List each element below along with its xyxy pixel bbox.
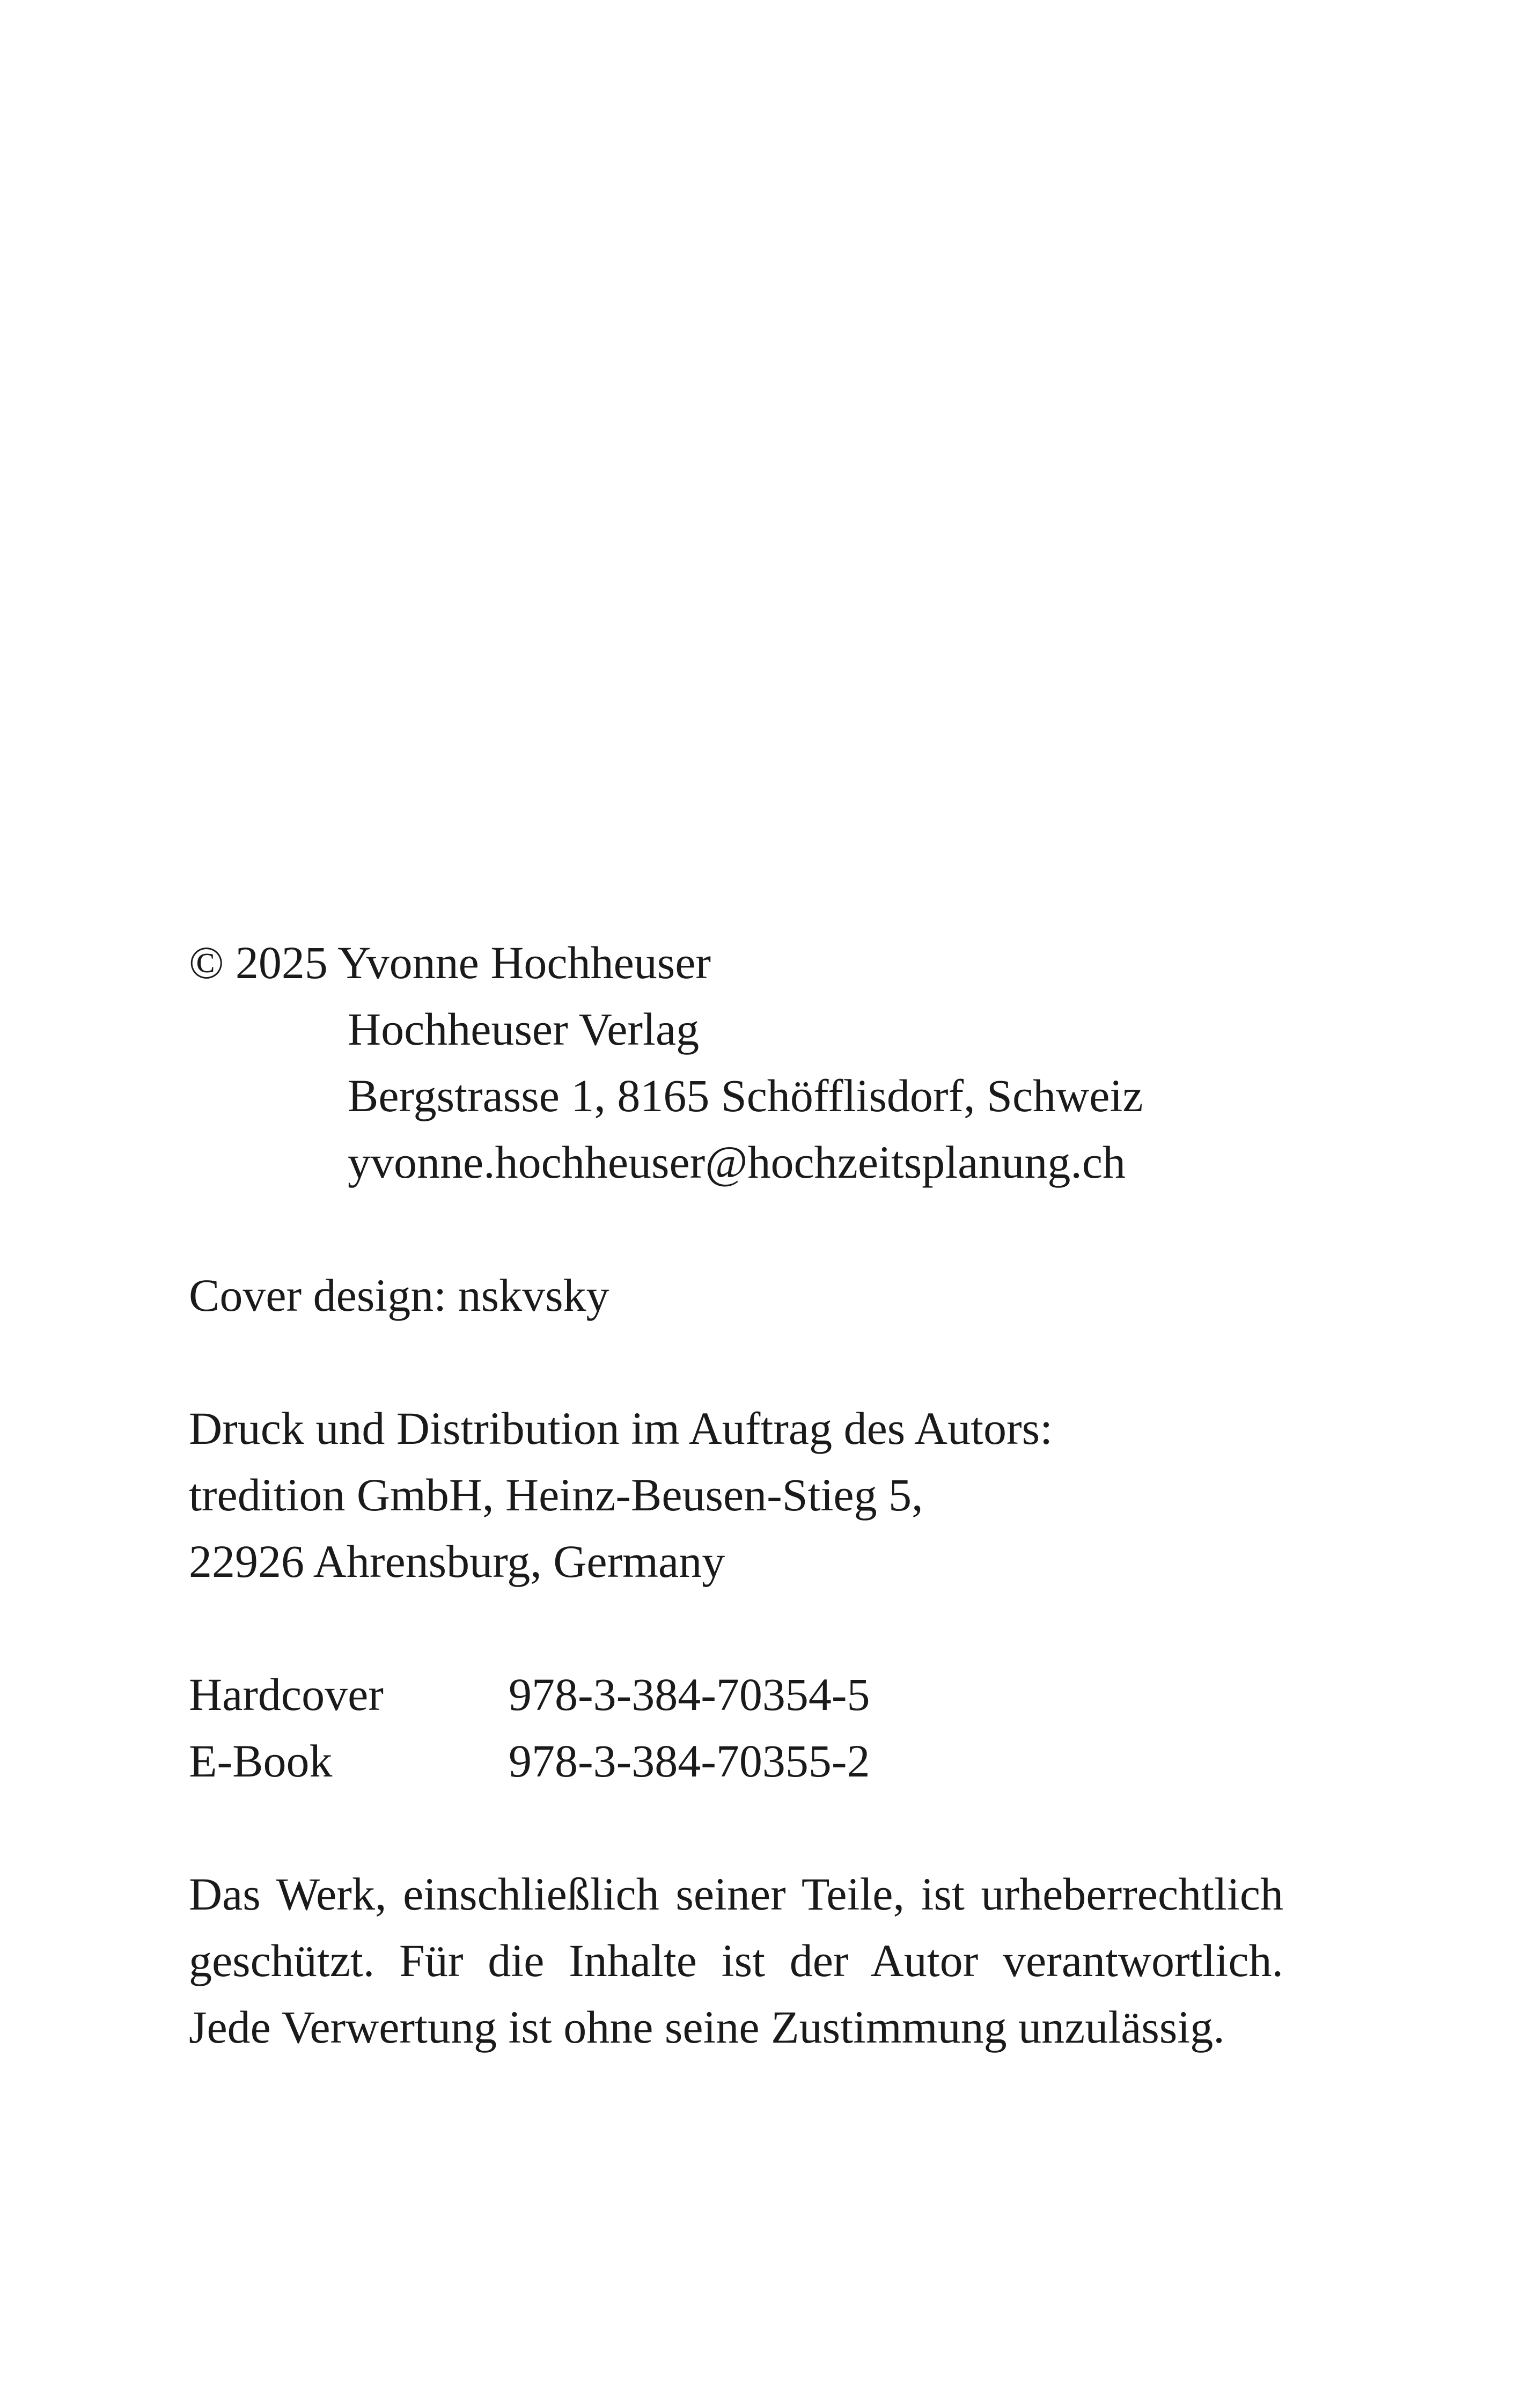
imprint-block — [189, 929, 1283, 2060]
isbn-format-label: Hardcover — [189, 1669, 384, 1720]
printing-line-1: Druck und Distribution im Auftrag des Autors: — [189, 1403, 1053, 1454]
spacer — [189, 1195, 1283, 1262]
publisher-address: Bergstrasse 1, 8165 Schöfflisdorf, Schweiz — [348, 1070, 1143, 1121]
publisher-name: Hochheuser Verlag — [348, 1003, 700, 1055]
spacer — [189, 1328, 1283, 1395]
publisher-email: yvonne.hochheuser@hochzeitsplanung.ch — [348, 1136, 1126, 1188]
isbn-number: 978-3-384-70355-2 — [509, 1735, 870, 1787]
copyright-notice: Das Werk, einschließlich seiner Teile, ist urheberrechtlich geschützt. Für die Inhalte ist der Autor verantwortlich. Jede Verwertung ist ohne seine Zustimmung unzulässig. — [189, 1868, 1283, 2053]
spacer — [189, 1595, 1283, 1661]
printing-line-3: 22926 Ahrensburg, Germany — [189, 1536, 725, 1587]
spacer — [189, 1794, 1283, 1861]
isbn-format-label: E-Book — [189, 1735, 333, 1787]
copyright-line: © 2025 Yvonne Hochheuser — [189, 937, 711, 988]
isbn-row — [189, 1661, 1283, 1728]
printing-line-2: tredition GmbH, Heinz-Beusen-Stieg 5, — [189, 1469, 923, 1521]
isbn-row — [189, 1728, 1283, 1794]
cover-credit: Cover design: nskvsky — [189, 1269, 609, 1321]
isbn-number: 978-3-384-70354-5 — [509, 1669, 870, 1720]
